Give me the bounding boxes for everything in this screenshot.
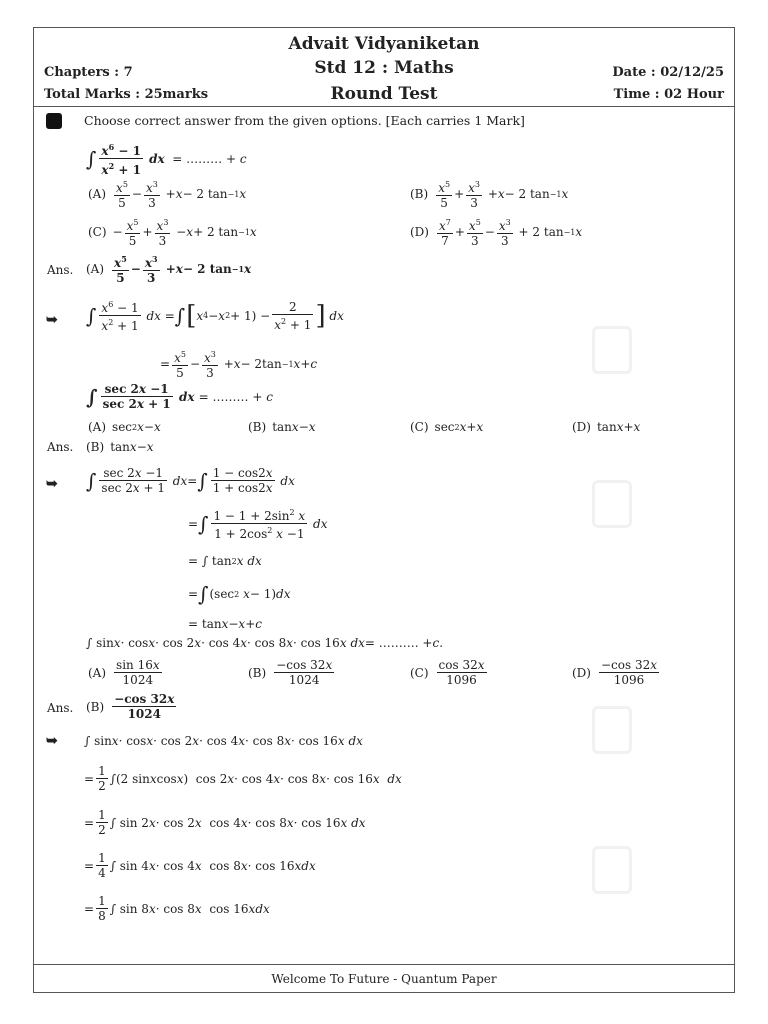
watermark-logo-icon <box>592 706 632 754</box>
question-3: ∫ sin x · cos x · cos 2 x · cos 4 x · cos 8 x · cos 16 x dx = ………. + c . <box>86 636 444 650</box>
q1-option-c: (C) − $\frac{x^5}{5}$ + $\frac{x^3}{3}$ − x + 2 tan −1 x <box>88 218 257 248</box>
q3-solution-3: = $\frac{1}{2}$ ∫ sin 2 x · cos 2 x cos 4 x · cos 8 x · cos 16 x dx <box>84 808 366 837</box>
q2-option-a: (A) sec 2 x − x <box>88 420 161 434</box>
bullet-square-icon <box>46 113 62 129</box>
question-2: ∫ $\frac{\sec 2x -1}{\sec 2x + 1}$ dx = ……… + c <box>86 382 273 411</box>
footer: Welcome To Future - Quantum Paper <box>33 964 735 993</box>
q3-option-b: (B) $\frac{-\cos 32x}{1024}$ <box>248 658 333 687</box>
q3-solution-5: = $\frac{1}{8}$ ∫ sin 8 x · cos 8 x cos 16 x dx <box>84 894 270 923</box>
solution-arrow-icon: ➥ <box>46 312 58 328</box>
instruction: Choose correct answer from the given options. [Each carries 1 Mark] <box>84 113 525 128</box>
q3-option-d: (D) $\frac{-\cos 32x}{1096}$ <box>572 658 658 687</box>
solution-arrow-icon: ➥ <box>46 733 58 749</box>
ans-label: Ans. <box>47 440 74 454</box>
q1-option-d: (D) $\frac{x^7}{7}$ + $\frac{x^5}{3}$ − $\frac{x^3}{3}$ + 2 tan −1 x <box>410 218 583 248</box>
watermark-logo-icon <box>592 846 632 894</box>
ans-label: Ans. <box>47 263 74 277</box>
time: Time : 02 Hour <box>613 87 724 102</box>
test-title: Round Test <box>330 84 438 104</box>
subject-title: Std 12 : Maths <box>314 58 454 78</box>
question-1: ∫ $\frac{x^6 - 1}{x^2 + 1}$ dx = ……… + c <box>86 142 247 177</box>
q2-answer: (B) tan x − x <box>86 440 154 454</box>
q2-option-b: (B) tan x − x <box>248 420 316 434</box>
q1-option-b: (B) $\frac{x^5}{5}$ + $\frac{x^3}{3}$ + x − 2 tan −1 x <box>410 180 569 210</box>
date: Date : 02/12/25 <box>612 65 724 80</box>
school-name: Advait Vidyaniketan <box>288 34 480 54</box>
solution-arrow-icon: ➥ <box>46 476 58 492</box>
q2-solution-2: = ∫ $\frac{1 - 1 + 2\sin^2 x}{1 + 2\cos^2 x -1}$ dx <box>188 508 328 541</box>
q2-option-c: (C) sec 2 x + x <box>410 420 484 434</box>
q1-solution-1: ∫ $\frac{x^6 - 1}{x^2 + 1}$ dx = ∫ [ x 4 − x 2 + 1) − $\frac{2}{x^2 + 1}$ ] dx <box>86 299 344 333</box>
watermark-logo-icon <box>592 480 632 528</box>
q3-option-a: (A) $\frac{\sin 16x}{1024}$ <box>88 658 160 687</box>
q3-answer: (B) $\frac{-\cos 32x}{1024}$ <box>86 692 175 721</box>
q3-solution-1: ∫ sin x · cos x · cos 2 x · cos 4 x · cos 8 x · cos 16 x dx <box>84 734 363 748</box>
total-marks: Total Marks : 25marks <box>44 87 209 102</box>
ans-label: Ans. <box>47 701 74 715</box>
q3-option-c: (C) $\frac{\cos 32x}{1096}$ <box>410 658 485 687</box>
q2-solution-4: = ∫ (sec 2 x − 1) dx <box>188 582 291 606</box>
q2-option-d: (D) tan x + x <box>572 420 641 434</box>
watermark-logo-icon <box>592 326 632 374</box>
q1-answer: (A) $\frac{x^5}{5}$ − $\frac{x^3}{3}$ + x − 2 tan −1 x <box>86 254 252 285</box>
chapters: Chapters : 7 <box>44 65 133 80</box>
q1-option-a: (A) $\frac{x^5}{5}$ − $\frac{x^3}{3}$ + x − 2 tan −1 x <box>88 180 247 210</box>
q3-solution-2: = $\frac{1}{2}$ ∫(2 sin x cos x ) cos 2 x · cos 4 x · cos 8 x · cos 16 x dx <box>84 764 402 793</box>
q2-solution-1: ∫ $\frac{\sec 2x -1}{\sec 2x + 1}$ dx = ∫ $\frac{1 - \cos 2x}{1 + \cos 2x}$ dx <box>86 466 295 495</box>
q3-solution-4: = $\frac{1}{4}$ ∫ sin 4 x · cos 4 x cos 8 x · cos 16 x dx <box>84 851 316 880</box>
q2-solution-5: = tan x − x + c <box>188 617 262 631</box>
q2-solution-3: = ∫ tan 2 x dx <box>188 554 262 568</box>
q1-solution-2: = $\frac{x^5}{5}$ − $\frac{x^3}{3}$ + x − 2tan −1 x + c <box>160 350 318 380</box>
